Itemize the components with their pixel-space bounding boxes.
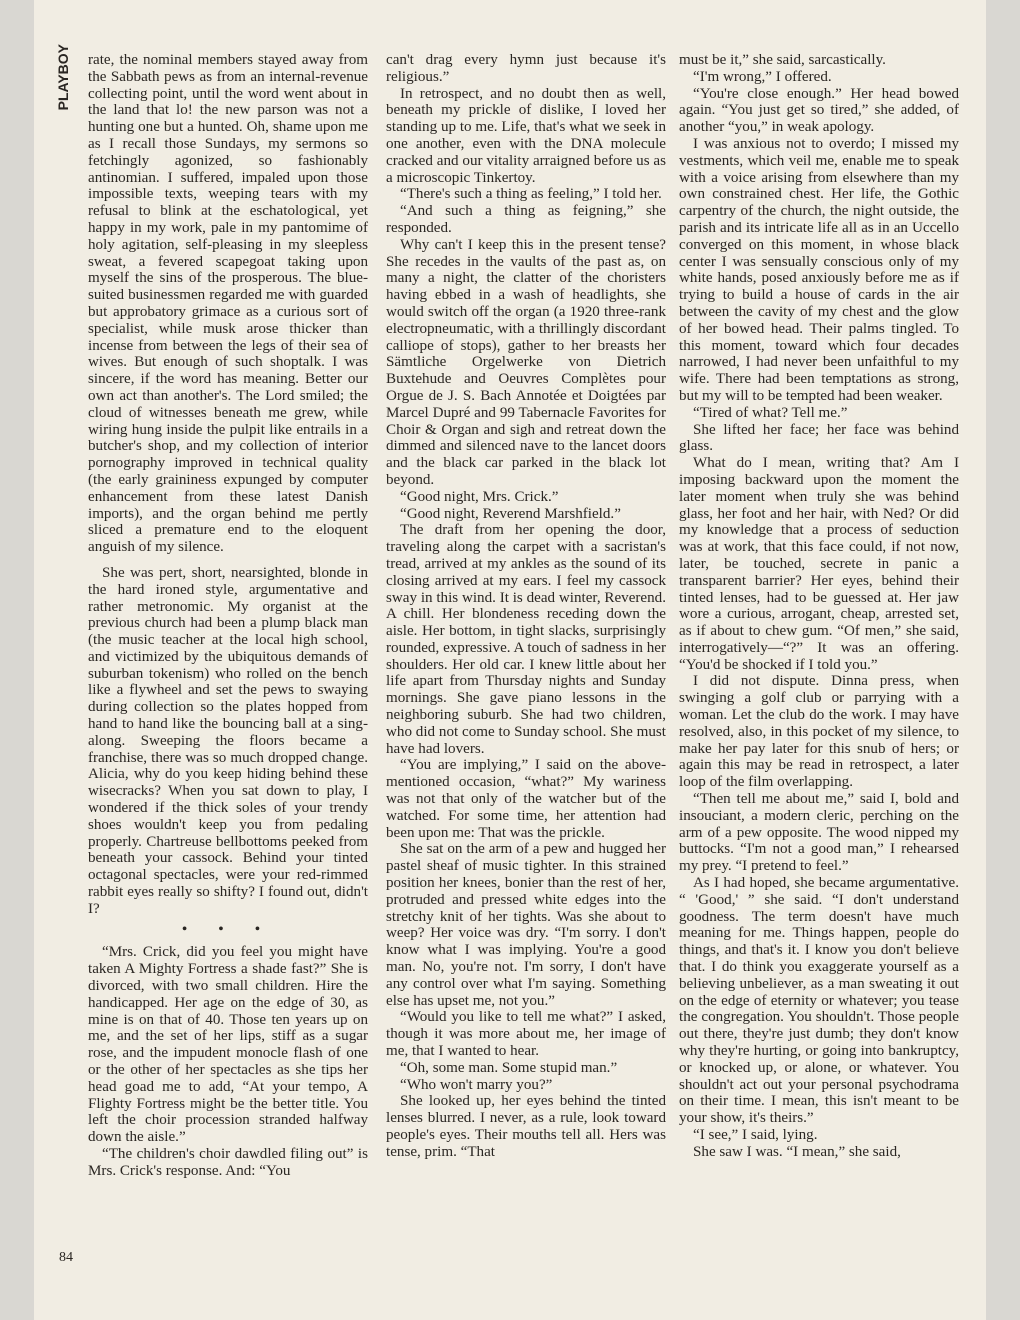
paragraph: “Then tell me about me,” said I, bold and insouciant, a modern cleric, perching on the arm of a pew opposite. The wood nipped my buttocks. “I'm not a good man,” I rehearsed my prey. “I pretend to feel.” bbox=[679, 791, 959, 875]
text-column-2 bbox=[386, 52, 666, 1161]
paragraph: As I had hoped, she became argumentative. “ 'Good,' ” she said. “I don't understand goodness. The term doesn't have much meaning for me. Things happen, people do things, and that's it. I know you don't believe that. I do think you exaggerate yourself as a believing unbeliever, as a man sweating it out on the edge of eternity or whatever; you tease the congregation. You shouldn't. Those people out there, they're just dumb; they don't know why they're hurting, or going into bankruptcy, or knocked up, or alone, or whatever. You shouldn't act out your personal psychodrama on their time. I mean, this isn't meant to be your show, it's theirs.” bbox=[679, 875, 959, 1127]
paragraph: The draft from her opening the door, traveling along the carpet with a sacristan's tread, arrived at my ankles as the sound of its closing arrived at my ears. I feel my cassock sway in this wind. It is dead winter, Reverend. A chill. Her blondeness receding down the aisle. Her bottom, in tight slacks, surprisingly rounded, expressive. A touch of sadness in her shoulders. Her old car. I knew little about her life apart from Thursday nights and Sunday mornings. She gave piano lessons in the neighboring suburb. She had two children, who did not come to Sunday school. She must have had lovers. bbox=[386, 522, 666, 757]
paragraph: “I see,” I said, lying. bbox=[693, 1127, 818, 1143]
paragraph: “You're close enough.” Her head bowed again. “You just get so tired,” she added, of another “you,” in weak apology. bbox=[679, 85, 959, 136]
paragraph: I did not dispute. Dinna press, when swinging a golf club or parrying with a woman. Let the club do the work. I may have resolved, also, in this pocket of my silence, to make her pay later for this snub of hers; or again this may be read in retrospect, a later loop of the film overlapping. bbox=[679, 673, 959, 791]
paragraph: “And such a thing as feigning,” she responded. bbox=[386, 203, 666, 236]
paragraph: must be it,” she said, sarcastically. bbox=[679, 52, 886, 68]
paragraph: “Tired of what? Tell me.” bbox=[693, 404, 848, 421]
paragraph: “You are implying,” I said on the above-mentioned occasion, “what?” My wariness was not that only of the watcher but of the watched. For some time, her attention had been upon me: That was the prickle. bbox=[386, 757, 666, 841]
paragraph: “Oh, some man. Some stupid man.” bbox=[400, 1059, 618, 1076]
paragraph: She saw I was. “I mean,” she said, bbox=[693, 1143, 901, 1160]
paragraph: “Good night, Mrs. Crick.” bbox=[400, 488, 559, 505]
text-column-3 bbox=[679, 52, 959, 1161]
paragraph: In retrospect, and no doubt then as well, beneath my prickle of dislike, I loved her standing up to me. Life, that's what we seek in one another, even with the DNA molecule cracked and our vitality arraigned before us as a microscopic Tinkertoy. bbox=[386, 85, 666, 186]
page-number: 84 bbox=[59, 1250, 73, 1265]
paragraph: rate, the nominal members stayed away from the Sabbath pews as from an internal-revenue collecting point, until the word went about in the land that lo! the new parson was not a hunting one but a hunted. Oh, shame upon me as I recall those Sundays, my sermons so fetchingly agonized, so fashionably antinomian. I suffered, impaled upon those impossible texts, weeping tears with my refusal to blink at the eschatological, yet happy in my work, pale in my pantomime of holy agitation, self-pleasing in my sleepless sweat, a fevered scapegoat taking upon myself the sins of the prosperous. The blue-suited businessmen regarded me with guarded but approbatory grimace as a curious sort of specialist, while musk arose thicker than incense from between the legs of their sea of wives. But enough of such shoptalk. I was sincere, if the word has meaning. Better our own act than another's. The Lord smiled; the cloud of witnesses beneath me grew, while wiring hung inside the pulpit like entrails in a butcher's shop, and my collection of interior pornography improved in technical quality (the early graininess expunged by computer enhancement from these latest Danish imports), and the organ behind me pertly sliced a premature end to the eloquent anguish of my silence. bbox=[88, 52, 368, 556]
paragraph: “Would you like to tell me what?” I asked, though it was more about me, her image of me, that I wanted to hear. bbox=[386, 1009, 666, 1060]
paragraph: Why can't I keep this in the present tense? She recedes in the vaults of the past as, on many a night, the clatter of the choristers having ebbed in a wash of headlights, she would switch off the organ (a 1920 three-rank electropneumatic, with a thrillingly discordant calliope of stops), gather to her breasts her Sämtliche Orgelwerke von Dietrich Buxtehude and Oeuvres Complètes pour Orgue de J. S. Bach Annotée et Doigtées par Marcel Dupré and 99 Tabernacle Favorites for Choir & Organ and sigh and retreat down the dimmed and silenced nave to the lancet doors and the black car parked in the black lot beyond. bbox=[386, 236, 666, 488]
running-head: PLAYBOY bbox=[55, 44, 71, 111]
paragraph: I was anxious not to overdo; I missed my vestments, which veil me, enable me to speak with a voice arising from elsewhere than my own constrained chest. Her life, the Gothic carpentry of the church, the night outside, the parish and its intricate life all as in an Uccello converged on this moment, in whose black center I was sensually conscious only of my white hands, posed anxiously before me as if trying to build a house of cards in the air between the cavity of my chest and the glow of her bowed head. Their palms tingled. To this moment, toward which four decades narrowed, I had never been unfaithful to my wife. There had been temptations as strong, but my will to be tempted had been weaker. bbox=[679, 135, 959, 404]
paragraph: “Who won't marry you?” bbox=[400, 1076, 553, 1093]
paragraph: What do I mean, writing that? Am I imposing backward upon the moment the later moment when truly she was behind glass, her foot and her hair, with Ned? Or did my knowledge that a process of seduction was at work, that this face could, if not now, later, be touched, secrete in panic a transparent barrier? Her eyes, behind their tinted lenses, had to be guessed at. Her jaw wore a curious, arrogant, cheap, arrested set, as if about to chew gum. “Of men,” she said, interrogatively—“?” It was an offering. “You'd be shocked if I told you.” bbox=[679, 455, 959, 673]
paragraph: “There's such a thing as feeling,” I told her. bbox=[400, 186, 662, 203]
paragraph: She looked up, her eyes behind the tinted lenses blurred. I never, as a rule, look toward people's eyes. Their mouths tell all. Hers was tense, prim. “That bbox=[386, 1093, 666, 1160]
paragraph: “The children's choir dawdled filing out” is Mrs. Crick's response. And: “You bbox=[88, 1146, 368, 1179]
paragraph: “Mrs. Crick, did you feel you might have taken A Mighty Fortress a shade fast?” She is divorced, with two small children. Hire the handicapped. Her age on the edge of 30, as mine is on that of 40. Those ten years up on me, and the set of her lips, stiff as a sugar rose, and the impudent monocle flash of one or the other of her spectacles as she tips her head goad me to add, “At your tempo, A Flighty Fortress might be the better title. You left the choir procession stranded halfway down the aisle.” bbox=[88, 944, 368, 1146]
paragraph: “Good night, Reverend Marshfield.” bbox=[400, 505, 621, 522]
paragraph: “I'm wrong,” I offered. bbox=[693, 68, 832, 85]
paragraph: She lifted her face; her face was behind glass. bbox=[679, 421, 959, 455]
section-break: • • • bbox=[182, 921, 274, 937]
magazine-page bbox=[34, 0, 986, 1320]
text-column-1 bbox=[88, 52, 368, 1180]
paragraph: can't drag every hymn just because it's religious.” bbox=[386, 52, 666, 85]
paragraph: She sat on the arm of a pew and hugged her pastel sheaf of music tighter. In this strained position her knees, bonier than the rest of her, protruded and pressed white edges into the stretchy knit of her tights. Was she about to weep? Her voice was dry. “I'm sorry. I don't know what I was implying. You're a good man. No, you're not. I'm sorry, I don't have any control over what I'm saying. Something else has upset me, not you.” bbox=[386, 841, 666, 1009]
paragraph: She was pert, short, nearsighted, blonde in the hard ironed style, argumentative and rather metronomic. My organist at the previous church had been a plump black man (the music teacher at the local high school, and victimized by the ubiquitous demands of suburban tokenism) who rolled on the bench like a flywheel and set the pews to swaying during collection so the plates hopped from hand to hand like the bouncing ball at a sing-along. Sweeping the floors became a franchise, there was so much dropped change. Alicia, why do you keep hiding behind these wisecracks? When you sat down to play, I wondered if the thick soles of your trendy shoes wouldn't keep you from pedaling properly. Chartreuse bellbottoms peeked from beneath your cassock. Behind your tinted octagonal spectacles, were your red-rimmed rabbit eyes really so shifty? I found out, didn't I? bbox=[88, 564, 368, 917]
